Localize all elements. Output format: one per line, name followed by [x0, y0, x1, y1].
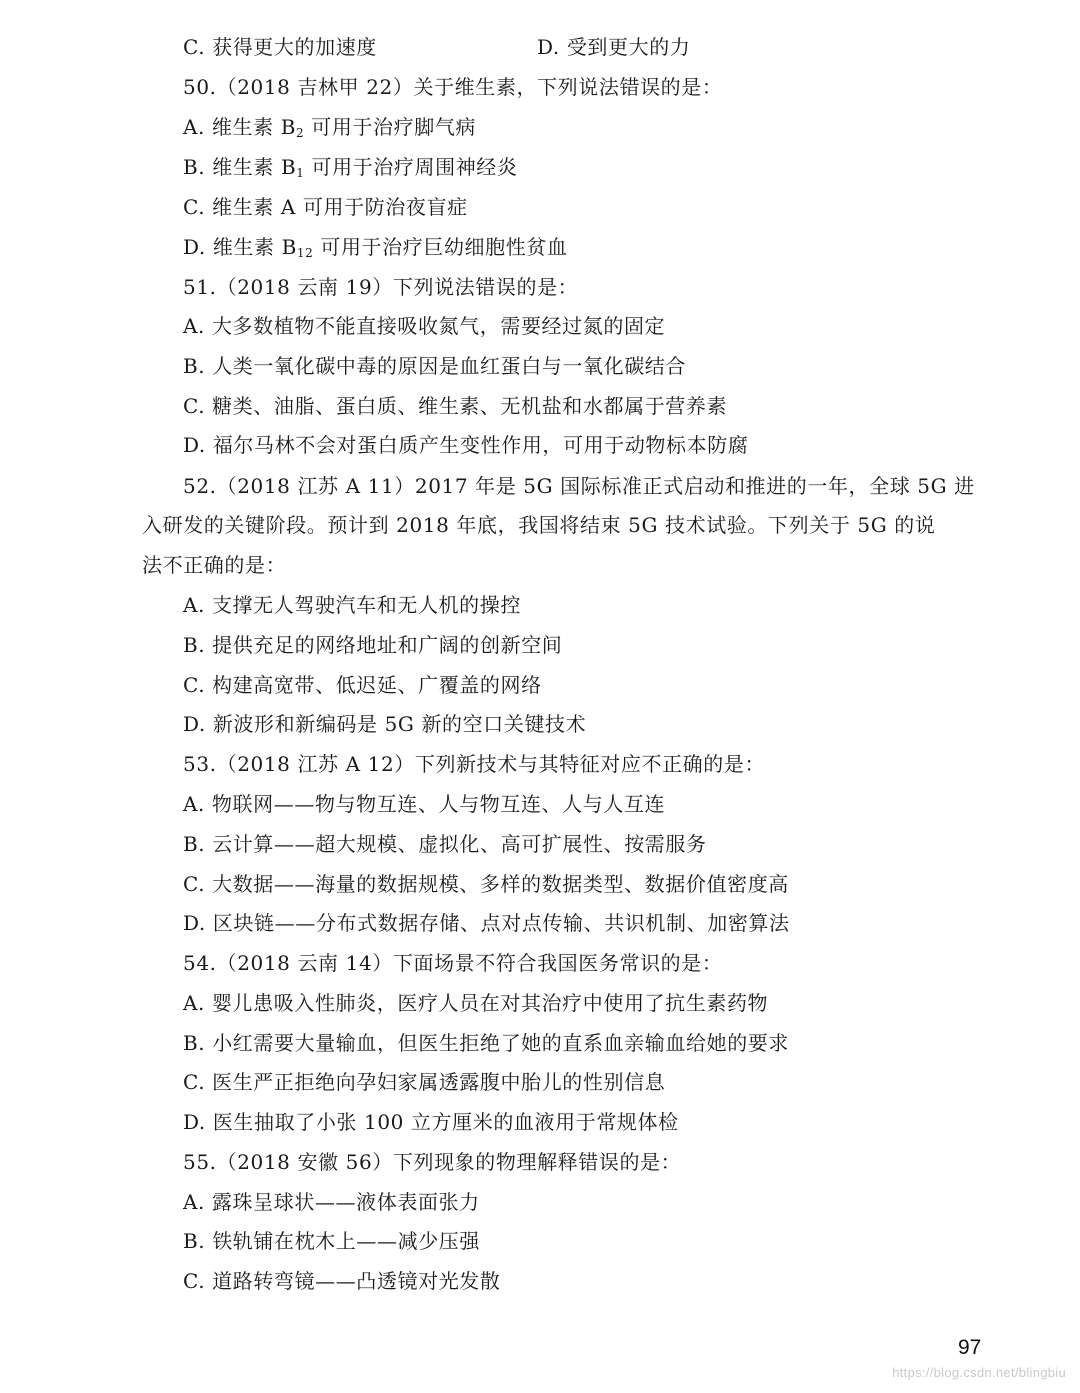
option-line: C. 医生严正拒绝向孕妇家属透露腹中胎儿的性别信息 [183, 1070, 666, 1094]
watermark-url: https://blog.csdn.net/blingbiu [892, 1365, 1066, 1380]
question-stem: 53.（2018 江苏 A 12）下列新技术与其特征对应不正确的是： [183, 752, 766, 776]
subscript: 12 [296, 246, 314, 260]
question-stem: 51.（2018 云南 19）下列说法错误的是： [183, 275, 579, 299]
option-line: C. 维生素 A 可用于防治夜盲症 [183, 195, 468, 219]
option-line: B. 提供充足的网络地址和广阔的创新空间 [183, 633, 563, 657]
option-line: C. 大数据——海量的数据规模、多样的数据类型、数据价值密度高 [183, 872, 789, 896]
option-line: D. 受到更大的力 [537, 35, 691, 59]
option-line: A. 大多数植物不能直接吸收氮气，需要经过氮的固定 [183, 314, 666, 338]
option-line: B. 人类一氧化碳中毒的原因是血红蛋白与一氧化碳结合 [183, 354, 687, 378]
option-text: 可用于治疗巨幼细胞性贫血 [313, 235, 568, 259]
option-line: A. 婴儿患吸入性肺炎，医疗人员在对其治疗中使用了抗生素药物 [183, 991, 769, 1015]
option-line: A. 物联网——物与物互连、人与物互连、人与人互连 [183, 792, 666, 816]
question-stem: 50.（2018 吉林甲 22）关于维生素，下列说法错误的是： [183, 75, 723, 99]
option-line [183, 115, 476, 139]
question-stem: 52.（2018 江苏 A 11）2017 年是 5G 国际标准正式启动和推进的一年，全球 5G 进 [183, 474, 975, 498]
question-stem-continued: 入研发的关键阶段。预计到 2018 年底，我国将结束 5G 技术试验。下列关于 5G 的说 [142, 513, 936, 537]
option-line: B. 小红需要大量输血，但医生拒绝了她的直系血亲输血给她的要求 [183, 1031, 790, 1055]
subscript: 2 [296, 126, 305, 140]
option-line: D. 福尔马林不会对蛋白质产生变性作用，可用于动物标本防腐 [183, 433, 749, 457]
option-text: 可用于治疗脚气病 [304, 115, 477, 139]
option-line [183, 235, 568, 259]
question-stem: 55.（2018 安徽 56）下列现象的物理解释错误的是： [183, 1150, 682, 1174]
option-line: C. 糖类、油脂、蛋白质、维生素、无机盐和水都属于营养素 [183, 394, 728, 418]
option-text: B. 维生素 B [183, 155, 297, 179]
option-text: D. 维生素 B [183, 235, 297, 259]
subscript: 1 [296, 166, 305, 180]
option-line: C. 获得更大的加速度 [183, 35, 377, 59]
option-line [183, 155, 518, 179]
question-stem: 54.（2018 云南 14）下面场景不符合我国医务常识的是： [183, 951, 723, 975]
page-number: 97 [958, 1336, 982, 1359]
option-line: A. 露珠呈球状——液体表面张力 [183, 1190, 480, 1214]
option-line: A. 支撑无人驾驶汽车和无人机的操控 [183, 593, 521, 617]
option-line: B. 铁轨铺在枕木上——减少压强 [183, 1229, 481, 1253]
option-line: C. 构建高宽带、低迟延、广覆盖的网络 [183, 673, 542, 697]
option-line: D. 新波形和新编码是 5G 新的空口关键技术 [183, 712, 587, 736]
option-line: D. 医生抽取了小张 100 立方厘米的血液用于常规体检 [183, 1110, 679, 1134]
option-line: D. 区块链——分布式数据存储、点对点传输、共识机制、加密算法 [183, 911, 790, 935]
option-line: C. 道路转弯镜——凸透镜对光发散 [183, 1269, 501, 1293]
option-text: A. 维生素 B [183, 115, 297, 139]
option-text: 可用于治疗周围神经炎 [304, 155, 518, 179]
question-stem-continued: 法不正确的是： [142, 553, 287, 577]
option-line: B. 云计算——超大规模、虚拟化、高可扩展性、按需服务 [183, 832, 707, 856]
